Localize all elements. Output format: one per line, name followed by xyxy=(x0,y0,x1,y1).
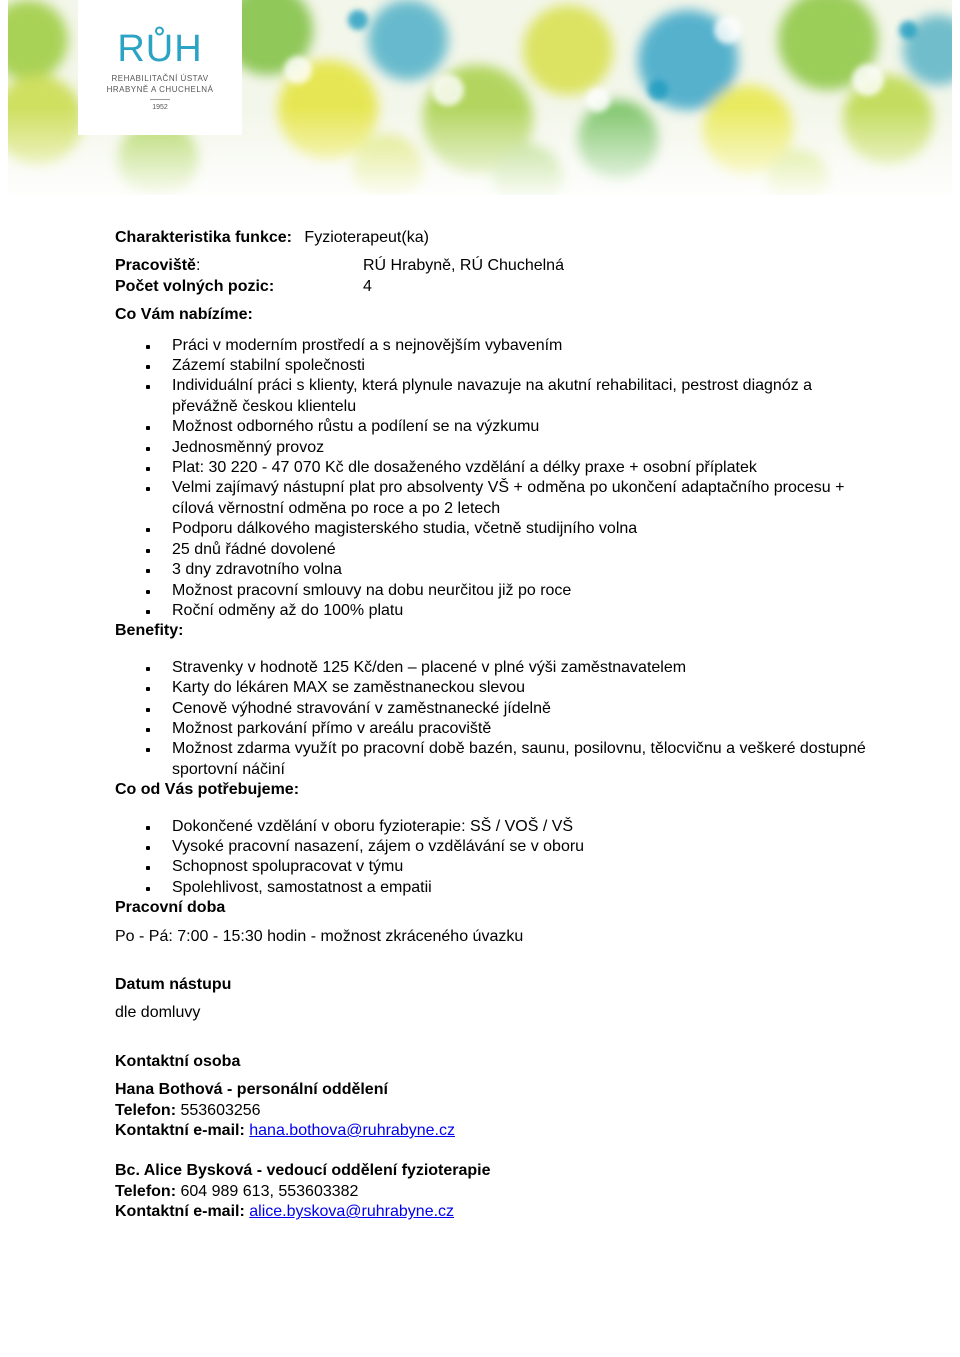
list-item: Dokončené vzdělání v oboru fyzioterapie: SŠ / VOŠ / VŠ xyxy=(172,817,875,837)
job-title-label: Charakteristika funkce: xyxy=(115,229,292,246)
list-item: Karty do lékáren MAX se zaměstnaneckou slevou xyxy=(172,678,875,698)
contact-heading: Kontaktní osoba xyxy=(115,1052,241,1070)
list-item: Individuální práci s klienty, která plynule navazuje na akutní rehabilitaci, pestrost diagnóz a převážně českou klientelu xyxy=(172,376,875,417)
list-item: Možnost pracovní smlouvy na dobu neurčitou již po roce xyxy=(172,581,875,601)
requirements-list xyxy=(115,817,875,899)
phone-label: Telefon: xyxy=(115,1101,177,1119)
contact-name: Bc. Alice Bysková - vedoucí oddělení fyzioterapie xyxy=(115,1162,491,1180)
job-title-value: Fyzioterapeut(ka) xyxy=(304,229,429,246)
list-item: Cenově výhodné stravování v zaměstnanecké jídelně xyxy=(172,699,875,719)
start-value: dle domluvy xyxy=(115,1004,201,1022)
list-item: Velmi zajímavý nástupní plat pro absolventy VŠ + odměna po ukončení adaptačního procesu + cílová věrnostní odměna po roce a po 2 letech xyxy=(172,478,875,519)
list-item: 3 dny zdravotního volna xyxy=(172,560,875,580)
requirements-heading: Co od Vás potřebujeme: xyxy=(115,781,300,799)
start-heading: Datum nástupu xyxy=(115,976,232,993)
job-title-row xyxy=(115,228,875,248)
list-item: Plat: 30 220 - 47 070 Kč dle dosaženého vzdělání a délky praxe + osobní příplatek xyxy=(172,458,875,478)
list-item: 25 dnů řádné dovolené xyxy=(172,540,875,560)
positions-row xyxy=(115,277,875,297)
positions-label: Počet volných pozic: xyxy=(115,277,275,295)
logo-divider xyxy=(150,99,170,100)
workplace-row xyxy=(115,256,875,276)
header-banner xyxy=(8,0,952,195)
list-item: Možnost odborného růstu a podílení se na výzkumu xyxy=(172,417,875,437)
job-posting xyxy=(115,228,875,1223)
list-item: Podporu dálkového magisterského studia, včetně studijního volna xyxy=(172,519,875,539)
email-label: Kontaktní e-mail: xyxy=(115,1122,245,1140)
list-item: Schopnost spolupracovat v týmu xyxy=(172,857,875,877)
hours-value: Po - Pá: 7:00 - 15:30 hodin - možnost zkráceného úvazku xyxy=(115,927,524,945)
list-item: Možnost zdarma využít po pracovní době bazén, saunu, posilovnu, tělocvičnu a veškeré dostupné sportovní náčiní xyxy=(172,739,875,780)
list-item: Roční odměny až do 100% platu xyxy=(172,601,875,621)
logo-subtitle-line1: REHABILITAČNÍ ÚSTAV xyxy=(111,74,209,83)
logo xyxy=(78,0,242,135)
list-item: Práci v moderním prostředí a s nejnovějším vybavením xyxy=(172,336,875,356)
logo-year: 1952 xyxy=(152,104,168,111)
hours-heading: Pracovní doba xyxy=(115,899,226,917)
contact-person-2 xyxy=(115,1161,875,1222)
list-item: Zázemí stabilní společnosti xyxy=(172,356,875,376)
contact-name: Hana Bothová - personální oddělení xyxy=(115,1081,388,1099)
phone-label: Telefon: xyxy=(115,1182,177,1200)
list-item: Jednosměnný provoz xyxy=(172,438,875,458)
contact-person-1 xyxy=(115,1080,875,1141)
phone-value: 553603256 xyxy=(180,1101,261,1119)
offer-list xyxy=(115,336,875,622)
logo-mark: RŮH xyxy=(117,28,203,70)
benefits-list xyxy=(115,658,875,780)
list-item: Vysoké pracovní nasazení, zájem o vzdělávání se v oboru xyxy=(172,837,875,857)
email-link[interactable]: hana.bothova@ruhrabyne.cz xyxy=(249,1122,455,1140)
phone-value: 604 989 613, 553603382 xyxy=(180,1182,359,1200)
positions-value: 4 xyxy=(363,277,372,295)
list-item: Stravenky v hodnotě 125 Kč/den – placené v plné výši zaměstnavatelem xyxy=(172,658,875,678)
workplace-colon: : xyxy=(195,257,201,275)
offer-heading: Co Vám nabízíme: xyxy=(115,306,253,324)
list-item: Možnost parkování přímo v areálu pracoviště xyxy=(172,719,875,739)
workplace-value: RÚ Hrabyně, RÚ Chuchelná xyxy=(363,257,564,275)
email-link[interactable]: alice.byskova@ruhrabyne.cz xyxy=(249,1203,455,1221)
workplace-label: Pracoviště xyxy=(115,257,196,275)
list-item: Spolehlivost, samostatnost a empatii xyxy=(172,878,875,898)
benefits-heading: Benefity: xyxy=(115,622,184,640)
email-label: Kontaktní e-mail: xyxy=(115,1203,245,1221)
logo-subtitle-line2: HRABYNĚ A CHUCHELNÁ xyxy=(106,85,214,94)
